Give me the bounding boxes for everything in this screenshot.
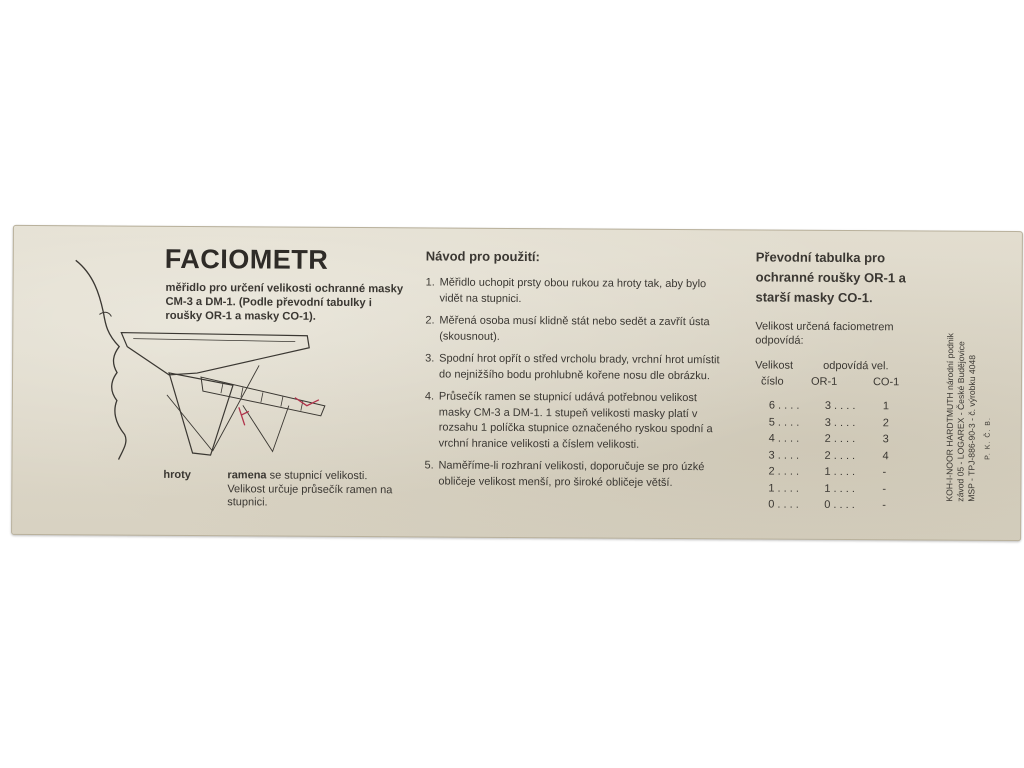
step-number: 3. <box>425 352 435 365</box>
table-row <box>755 416 910 433</box>
cell-size: 3 . . . . <box>768 449 800 462</box>
cell-or1: 1 . . . . <box>824 465 856 479</box>
table-row <box>754 482 909 499</box>
cell-size: 1 . . . . <box>768 482 799 495</box>
step-number: 5. <box>424 459 434 472</box>
header-co1: CO-1 <box>872 376 900 389</box>
cell-co1: 1 <box>882 400 890 413</box>
header-velikost: Velikost <box>755 359 794 372</box>
step-number: 4. <box>424 390 435 403</box>
conversion-note: Velikost určená faciometrem odpovídá: <box>755 320 894 347</box>
table-row <box>754 465 909 482</box>
label-ramena: ramena <box>227 469 267 482</box>
conversion-heading: Převodní tabulka pro ochranné roušky OR-1 a starší masky CO-1. <box>755 249 906 306</box>
instructions-section <box>424 248 726 498</box>
manufacturer-line: MSP - TPJ-886-90-3 - č. výrobku 4048 <box>966 354 978 502</box>
upper-arm-inner <box>133 339 295 342</box>
cell-co1: - <box>882 499 886 512</box>
instruction-step <box>424 458 724 491</box>
cell-size: 6 . . . . <box>768 399 800 412</box>
cell-size: 0 . . . . <box>768 498 799 511</box>
table-row <box>755 399 910 416</box>
cell-co1: 2 <box>882 416 889 429</box>
cell-size: 5 . . . . <box>768 416 800 429</box>
step-text: Naměříme-li rozhraní velikosti, doporučuje se pro úzké obličeje velikost menší, pro široké obličeje větší. <box>438 459 705 489</box>
instruction-step <box>425 389 725 453</box>
header-cislo: číslo <box>760 375 784 388</box>
table-row <box>755 449 910 466</box>
header-or1: OR-1 <box>810 375 838 388</box>
manufacturer-block <box>944 256 1006 506</box>
face-profile-line <box>75 260 128 459</box>
manufacturer-line: závod 05 - LOGAREX - České Budějovice <box>955 341 967 502</box>
subtitle: měřidlo pro určení velikosti ochranné masky CM-3 a DM-1. (Podle převodní tabulky i roušky OR-1 a masky CO-1). <box>165 281 404 323</box>
label-hroty: hroty <box>163 468 191 482</box>
title: FACIOMETR <box>164 243 329 275</box>
cell-or1: 1 . . . . <box>824 482 855 495</box>
cell-or1: 0 . . . . <box>824 498 855 512</box>
cell-or1: 3 . . . . <box>824 416 856 429</box>
instruction-step <box>425 351 725 384</box>
instructions-heading: Návod pro použití: <box>425 248 540 265</box>
instruction-step <box>425 275 725 308</box>
step-number: 2. <box>425 314 435 327</box>
step-text: Měřená osoba musí klidně stát nebo sedět a zavřít ústa (skousnout). <box>439 314 710 343</box>
lower-arm <box>169 373 233 455</box>
cell-size: 4 . . . . <box>768 432 800 445</box>
table-header <box>755 359 910 376</box>
cell-or1: 2 . . . . <box>824 449 856 462</box>
cell-co1: 4 <box>882 449 889 462</box>
cell-co1: 3 <box>882 433 889 446</box>
instruction-step <box>425 313 725 346</box>
table-header <box>755 375 910 392</box>
manufacturer-text <box>944 256 979 502</box>
eye-line <box>99 312 111 316</box>
conversion-section <box>754 247 911 515</box>
cell-or1: 3 . . . . <box>824 399 856 413</box>
header-odpovida: odpovídá vel. <box>823 359 889 373</box>
faciometer-card <box>11 225 1023 541</box>
cell-co1: - <box>882 466 887 479</box>
caption-text: se stupnicí velikosti. Velikost určuje průsečík ramen na stupnici. <box>227 469 393 509</box>
cell-size: 2 . . . . <box>768 465 800 478</box>
printer-mark: P. K. Č. B. <box>984 417 992 460</box>
face-profile-diagram <box>62 254 353 466</box>
cell-co1: - <box>882 482 887 495</box>
step-text: Měřidlo uchopit prsty obou rukou za hroty tak, aby bylo vidět na stupnici. <box>439 276 707 305</box>
step-number: 1. <box>425 276 435 289</box>
step-text: Průsečík ramen se stupnicí udává potřebnou velikost masky CM-3 a DM-1. 1 stupeň velikosti masky platí v rozsahu 1 políčka stupnice označeného ryskou spodní a vrchní hranice velikosti a číslem velikosti. <box>438 390 713 451</box>
table-row <box>754 498 909 515</box>
manufacturer-line: KOH-I-NOOR HARDTMUTH národní podnik <box>944 333 956 502</box>
measure-lines <box>167 365 290 452</box>
conversion-table <box>754 359 910 515</box>
diagram-caption <box>227 469 397 511</box>
table-row <box>755 432 910 449</box>
step-text: Spodní hrot opřít o střed vrcholu brady, vrchní hrot umístit do nejnižšího bodu prohlubně kořene nosu dle obrázku. <box>439 352 720 382</box>
cell-or1: 2 . . . . <box>824 432 856 446</box>
